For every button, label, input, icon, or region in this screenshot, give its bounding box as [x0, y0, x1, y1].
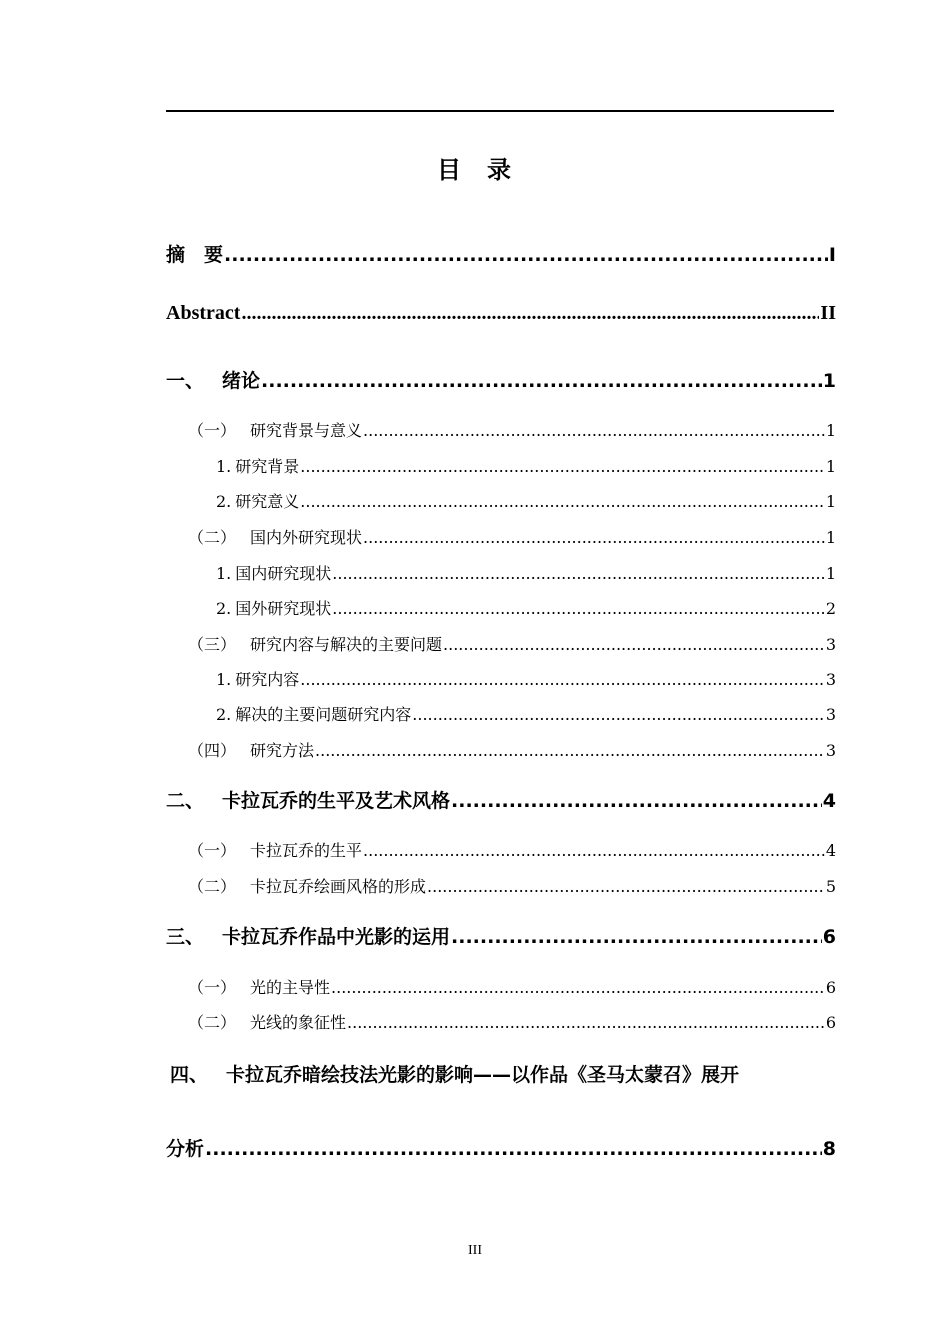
toc-entry-label: 卡拉瓦乔暗绘技法光影的影响——以作品《圣马太蒙召》展开 [226, 1064, 740, 1086]
section-number: （二） [188, 877, 237, 896]
toc-entry-label: 摘 要 [166, 244, 224, 266]
dot-leader [443, 635, 825, 654]
chapter-number: 四、 [170, 1064, 209, 1086]
toc-entry-section[interactable] [188, 1010, 836, 1033]
toc-entry-label: 研究意义 [235, 492, 300, 511]
dot-leader [363, 421, 825, 440]
dot-leader [412, 705, 825, 724]
toc-page-number: 1 [825, 492, 836, 511]
toc-entry-label: 绪论 [222, 370, 261, 392]
toc-entry-subsection[interactable] [216, 454, 836, 477]
toc-entry-label: Abstract [166, 302, 241, 324]
subsection-number: 2. [216, 492, 232, 511]
toc-page-number: 1 [825, 421, 836, 440]
dot-leader [205, 1138, 822, 1160]
page-title [0, 150, 950, 185]
dot-leader [363, 528, 825, 547]
toc-entry-abstract-cn[interactable] [166, 240, 836, 267]
dot-leader [363, 841, 825, 860]
toc-entry-label: 卡拉瓦乔作品中光影的运用 [222, 926, 451, 948]
toc-entry-label: 研究方法 [250, 741, 315, 760]
toc-entry-section[interactable] [188, 418, 836, 441]
chapter-number: 三、 [166, 926, 205, 948]
toc-entry-label: 卡拉瓦乔绘画风格的形成 [250, 877, 427, 896]
toc-page-number: 1 [825, 528, 836, 547]
dot-leader [332, 599, 825, 618]
toc-entry-label: 国内研究现状 [235, 564, 332, 583]
toc-page-number: 4 [822, 790, 836, 812]
toc-page-number: 8 [822, 1138, 836, 1160]
section-number: （二） [188, 528, 237, 547]
toc-entry-section[interactable] [188, 838, 836, 861]
subsection-number: 1. [216, 564, 232, 583]
toc-entry-label: 研究内容与解决的主要问题 [250, 635, 443, 654]
section-number: （一） [188, 421, 237, 440]
dot-leader [451, 790, 822, 812]
toc-page-number: 6 [825, 978, 836, 997]
toc-page-number: 4 [825, 841, 836, 860]
toc-entry-label: 光的主导性 [250, 978, 331, 997]
title-char-2: 录 [487, 156, 513, 184]
dot-leader [300, 492, 825, 511]
dot-leader [347, 1013, 825, 1032]
toc-page-number: 5 [825, 877, 836, 896]
toc-page-number: 3 [825, 741, 836, 760]
toc-entry-subsection[interactable] [216, 561, 836, 584]
toc-entry-section[interactable] [188, 738, 836, 761]
dot-leader [332, 564, 825, 583]
subsection-number: 2. [216, 599, 232, 618]
chapter-number: 一、 [166, 370, 205, 392]
toc-entry-subsection[interactable] [216, 702, 836, 725]
subsection-number: 2. [216, 705, 232, 724]
toc-entry-subsection[interactable] [216, 596, 836, 619]
dot-leader [331, 978, 825, 997]
toc-entry-label: 卡拉瓦乔的生平 [250, 841, 363, 860]
toc-entry-subsection[interactable] [216, 667, 836, 690]
dot-leader [300, 670, 825, 689]
toc-page-number: 3 [825, 635, 836, 654]
dot-leader [300, 457, 825, 476]
toc-entry-abstract-en[interactable] [166, 302, 836, 325]
dot-leader [315, 741, 825, 760]
subsection-number: 1. [216, 457, 232, 476]
section-number: （二） [188, 1013, 237, 1032]
dot-leader [451, 926, 822, 948]
toc-entry-label: 国外研究现状 [235, 599, 332, 618]
toc-page-number: 6 [825, 1013, 836, 1032]
toc-page-number: 1 [825, 564, 836, 583]
toc-entry-chapter-4-line-1[interactable] [170, 1060, 739, 1087]
toc-page-number: 3 [825, 705, 836, 724]
subsection-number: 1. [216, 670, 232, 689]
section-number: （四） [188, 741, 237, 760]
toc-entry-subsection[interactable] [216, 489, 836, 512]
title-char-1: 目 [437, 156, 463, 184]
dot-leader [427, 877, 825, 896]
toc-entry-label: 解决的主要问题研究内容 [235, 705, 412, 724]
toc-entry-section[interactable] [188, 874, 836, 897]
toc-entry-section[interactable] [188, 975, 836, 998]
dot-leader [241, 302, 819, 325]
toc-entry-section[interactable] [188, 525, 836, 548]
toc-page-number: II [820, 302, 836, 324]
toc-entry-label: 国内外研究现状 [250, 528, 363, 547]
toc-entry-chapter-3[interactable] [166, 922, 836, 949]
chapter-number: 二、 [166, 790, 205, 812]
toc-page-number: 1 [822, 370, 836, 392]
toc-entry-chapter-1[interactable] [166, 366, 836, 393]
section-number: （三） [188, 635, 237, 654]
toc-entry-section[interactable] [188, 632, 836, 655]
toc-entry-label: 研究背景与意义 [250, 421, 363, 440]
toc-entry-label: 分析 [166, 1138, 205, 1160]
toc-entry-label: 卡拉瓦乔的生平及艺术风格 [222, 790, 451, 812]
toc-entry-label: 研究内容 [235, 670, 300, 689]
section-number: （一） [188, 841, 237, 860]
toc-page-number: 6 [822, 926, 836, 948]
toc-entry-chapter-2[interactable] [166, 786, 836, 813]
dot-leader [224, 244, 828, 266]
header-rule [166, 110, 834, 112]
dot-leader [261, 370, 822, 392]
toc-entry-label: 研究背景 [235, 457, 300, 476]
toc-page-number: 3 [825, 670, 836, 689]
toc-page-number: 2 [825, 599, 836, 618]
toc-entry-chapter-4-line-2[interactable] [166, 1134, 836, 1161]
page-number-footer: III [468, 1243, 482, 1258]
section-number: （一） [188, 978, 237, 997]
toc-page-number: I [828, 244, 836, 266]
toc-page-number: 1 [825, 457, 836, 476]
toc-entry-label: 光线的象征性 [250, 1013, 347, 1032]
